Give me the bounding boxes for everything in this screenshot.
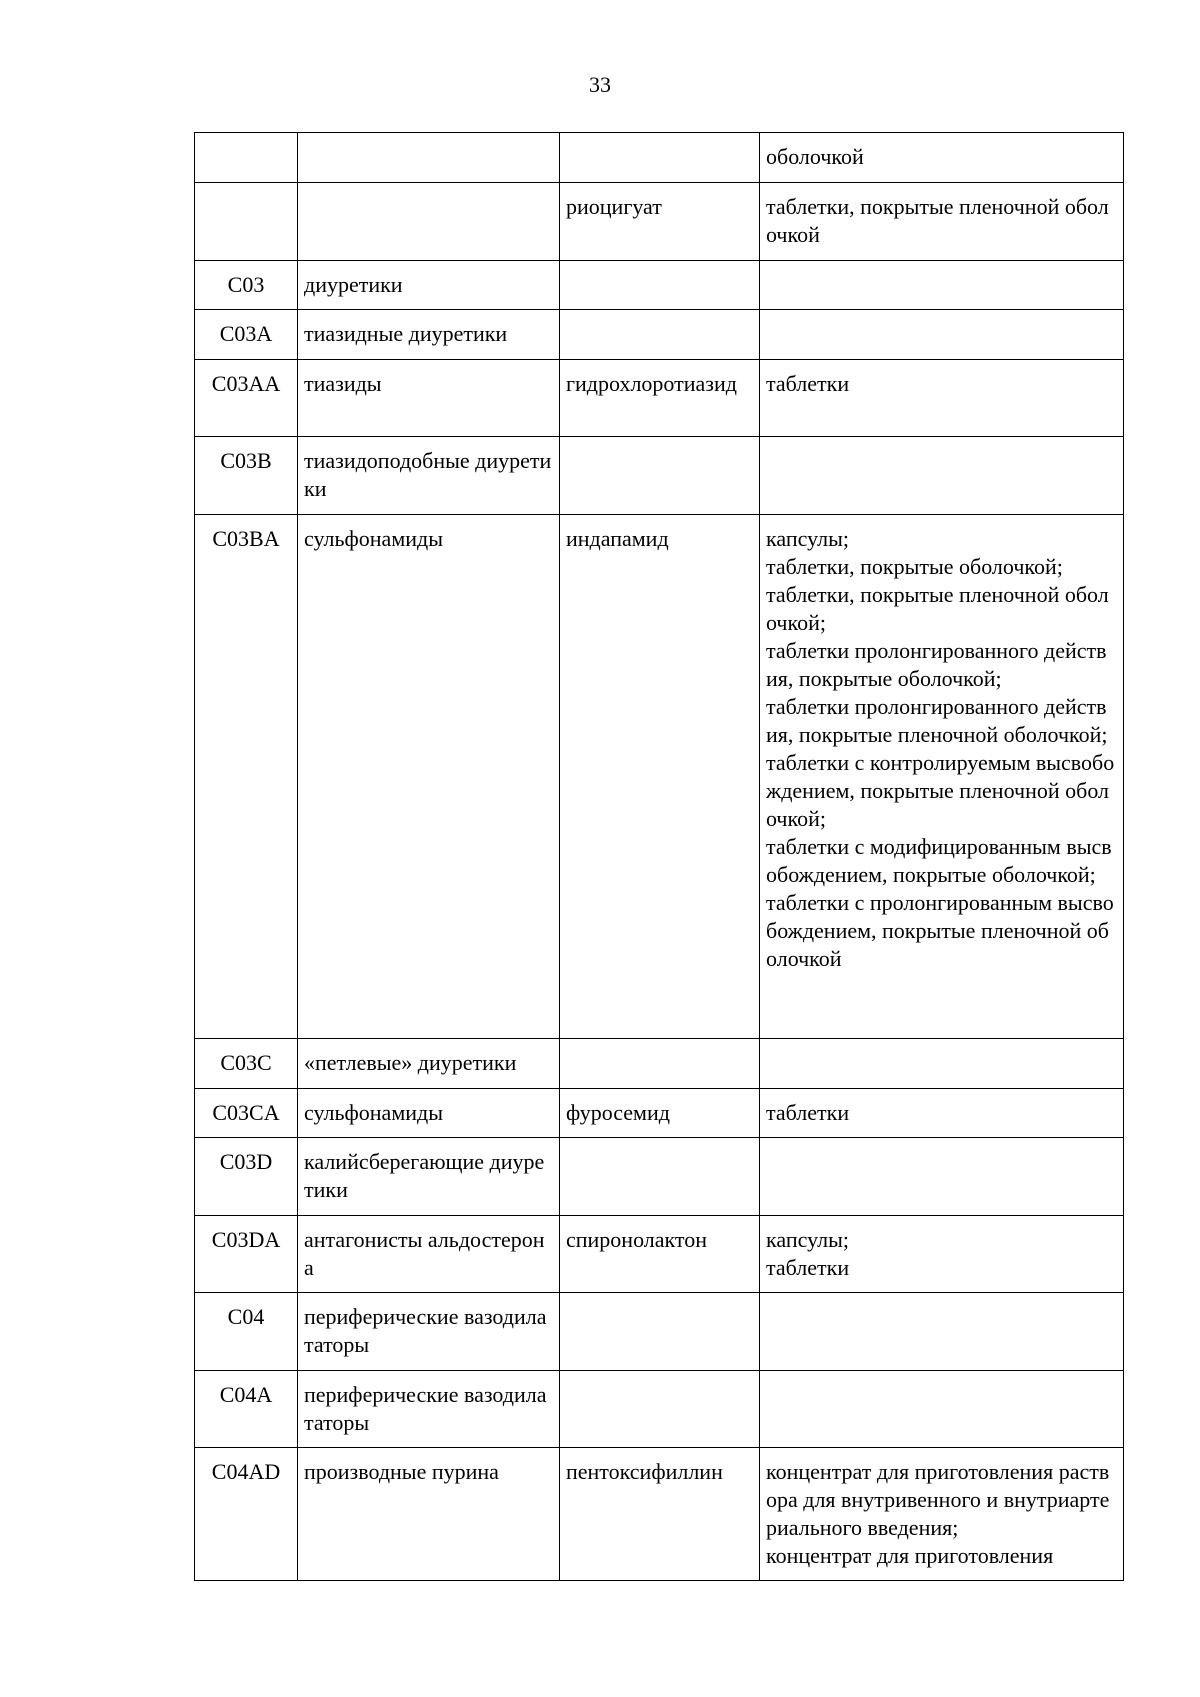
anatomical-group-cell: производные пурина bbox=[298, 1448, 560, 1581]
dosage-form-line: концентрат для приготовления bbox=[766, 1543, 1054, 1568]
table-row bbox=[195, 183, 1124, 261]
atc-code-cell: C03AA bbox=[195, 360, 298, 437]
drug-name-cell: риоцигуат bbox=[560, 183, 760, 261]
drug-name-cell bbox=[560, 133, 760, 183]
dosage-form-line: таблетки пролонгированного действия, покрытые оболочкой; bbox=[766, 638, 1107, 691]
atc-code-cell bbox=[195, 183, 298, 261]
atc-code-cell: C03DA bbox=[195, 1216, 298, 1293]
dosage-forms-cell bbox=[760, 1293, 1124, 1371]
table-row bbox=[195, 1089, 1124, 1138]
dosage-form-line: оболочкой bbox=[766, 144, 864, 169]
dosage-forms-cell bbox=[760, 360, 1124, 437]
dosage-form-line: таблетки, покрытые пленочной оболочкой bbox=[766, 194, 1109, 247]
table-row bbox=[195, 1371, 1124, 1448]
drug-name-cell bbox=[560, 437, 760, 515]
anatomical-group-cell: тиазидоподобные диуретики bbox=[298, 437, 560, 515]
anatomical-group-cell bbox=[298, 133, 560, 183]
atc-code-cell: C03B bbox=[195, 437, 298, 515]
dosage-form-line: таблетки, покрытые пленочной оболочкой; bbox=[766, 582, 1109, 635]
dosage-form-line: таблетки с модифицированным высвобождением, покрытые оболочкой; bbox=[766, 834, 1112, 887]
anatomical-group-cell: тиазидные диуретики bbox=[298, 310, 560, 360]
anatomical-group-cell: периферические вазодилататоры bbox=[298, 1371, 560, 1448]
table-row bbox=[195, 1138, 1124, 1216]
dosage-form-line: капсулы; bbox=[766, 526, 849, 551]
drug-name-cell bbox=[560, 310, 760, 360]
dosage-form-line: капсулы; bbox=[766, 1227, 849, 1252]
anatomical-group-cell bbox=[298, 183, 560, 261]
dosage-form-line: таблетки, покрытые оболочкой; bbox=[766, 554, 1063, 579]
dosage-forms-cell bbox=[760, 1216, 1124, 1293]
dosage-form-line: таблетки с пролонгированным высвобождением, покрытые пленочной оболочкой bbox=[766, 890, 1114, 971]
atc-code-cell bbox=[195, 133, 298, 183]
dosage-form-line: таблетки пролонгированного действия, покрытые пленочной оболочкой; bbox=[766, 694, 1108, 747]
dosage-forms-cell bbox=[760, 1371, 1124, 1448]
atc-code-cell: C04A bbox=[195, 1371, 298, 1448]
table-row bbox=[195, 261, 1124, 310]
anatomical-group-cell: сульфонамиды bbox=[298, 515, 560, 1039]
atc-code-cell: C03BA bbox=[195, 515, 298, 1039]
table-row bbox=[195, 1293, 1124, 1371]
table-row bbox=[195, 1216, 1124, 1293]
drug-name-cell: индапамид bbox=[560, 515, 760, 1039]
drug-name-cell bbox=[560, 1039, 760, 1089]
anatomical-group-cell: сульфонамиды bbox=[298, 1089, 560, 1138]
dosage-forms-cell bbox=[760, 310, 1124, 360]
table-row bbox=[195, 133, 1124, 183]
atc-code-cell: C04 bbox=[195, 1293, 298, 1371]
dosage-forms-cell bbox=[760, 1039, 1124, 1089]
drug-name-cell bbox=[560, 1293, 760, 1371]
dosage-forms-cell bbox=[760, 437, 1124, 515]
drug-name-cell bbox=[560, 261, 760, 310]
drug-name-cell: пентоксифиллин bbox=[560, 1448, 760, 1581]
atc-code-cell: C03 bbox=[195, 261, 298, 310]
dosage-forms-cell bbox=[760, 183, 1124, 261]
anatomical-group-cell: периферические вазодилататоры bbox=[298, 1293, 560, 1371]
drug-name-cell bbox=[560, 1371, 760, 1448]
table-row bbox=[195, 1448, 1124, 1581]
table-row bbox=[195, 1039, 1124, 1089]
atc-code-cell: C03CA bbox=[195, 1089, 298, 1138]
dosage-forms-cell bbox=[760, 1089, 1124, 1138]
table-row bbox=[195, 360, 1124, 437]
atc-code-cell: C03A bbox=[195, 310, 298, 360]
drug-name-cell: гидрохлоротиазид bbox=[560, 360, 760, 437]
anatomical-group-cell: диуретики bbox=[298, 261, 560, 310]
page-number: 33 bbox=[589, 72, 611, 97]
drug-name-cell: спиронолактон bbox=[560, 1216, 760, 1293]
dosage-form-line: таблетки bbox=[766, 1100, 850, 1125]
atc-code-cell: C03D bbox=[195, 1138, 298, 1216]
anatomical-group-cell: антагонисты альдостерона bbox=[298, 1216, 560, 1293]
anatomical-group-cell: тиазиды bbox=[298, 360, 560, 437]
table-row bbox=[195, 437, 1124, 515]
dosage-forms-cell bbox=[760, 515, 1124, 1039]
table-body bbox=[195, 133, 1124, 1581]
table-row bbox=[195, 515, 1124, 1039]
atc-code-cell: C03C bbox=[195, 1039, 298, 1089]
dosage-forms-cell bbox=[760, 133, 1124, 183]
dosage-form-line: таблетки bbox=[766, 371, 850, 396]
drug-name-cell bbox=[560, 1138, 760, 1216]
anatomical-group-cell: калийсберегающие диуретики bbox=[298, 1138, 560, 1216]
dosage-form-line: таблетки с контролируемым высвобождением, покрытые пленочной оболочкой; bbox=[766, 750, 1115, 831]
drug-name-cell: фуросемид bbox=[560, 1089, 760, 1138]
table-row bbox=[195, 310, 1124, 360]
dosage-forms-cell bbox=[760, 1448, 1124, 1581]
dosage-form-line: концентрат для приготовления раствора для внутривенного и внутриартериального введения; bbox=[766, 1459, 1110, 1540]
drug-table bbox=[194, 132, 1124, 1581]
dosage-forms-cell bbox=[760, 261, 1124, 310]
atc-code-cell: C04AD bbox=[195, 1448, 298, 1581]
dosage-forms-cell bbox=[760, 1138, 1124, 1216]
dosage-form-line: таблетки bbox=[766, 1255, 850, 1280]
anatomical-group-cell: «петлевые» диуретики bbox=[298, 1039, 560, 1089]
